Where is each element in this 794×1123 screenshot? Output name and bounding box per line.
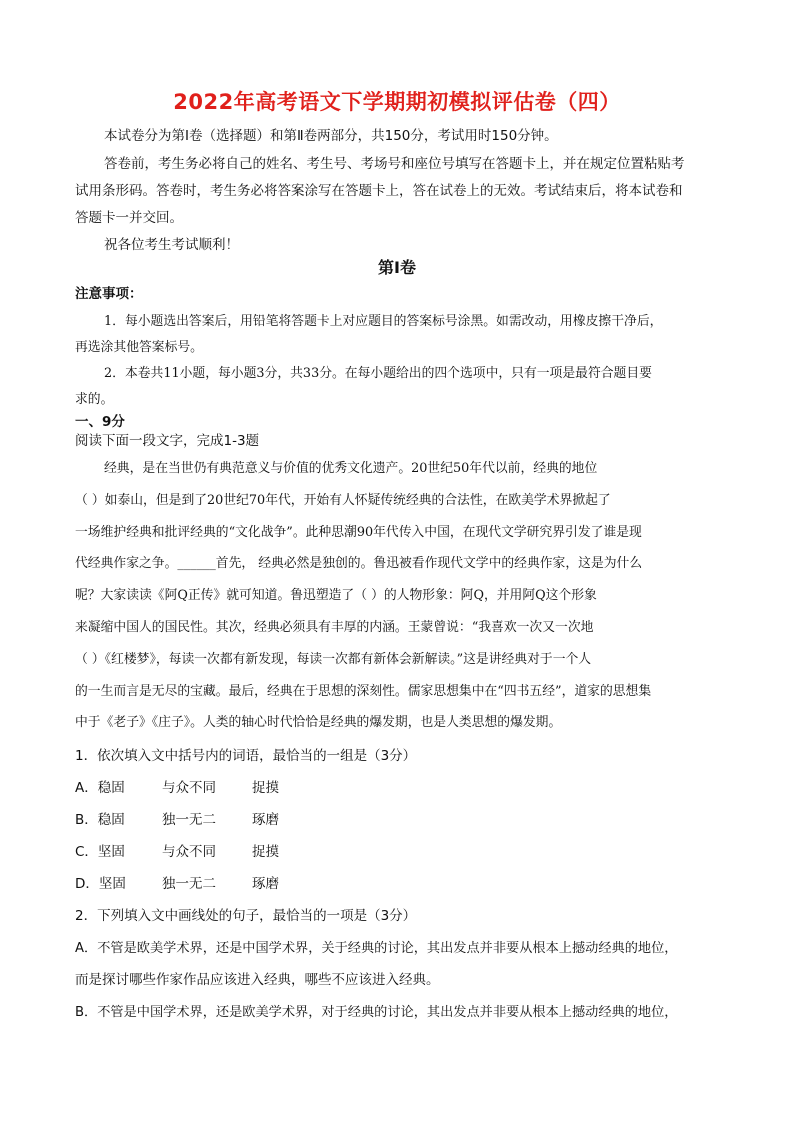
- question-2-stem: 2．下列填入文中画线处的句子，最恰当的一项是（3分）: [75, 908, 417, 924]
- notes-item-2a: 2．本卷共11小题，每小题3分，共33分。在每小题给出的四个选项中，只有一项是最符合题目要: [104, 366, 652, 381]
- passage-line-7: （ ）《红楼梦》，每读一次都有新发现，每读一次都有新体会新解读。”这是讲经典对于一个人: [75, 652, 592, 667]
- q1-option-a-word2: 与众不同: [162, 780, 216, 796]
- q1-option-d-word2: 独一无二: [162, 876, 216, 892]
- q2-option-a-line-1: A．不管是欧美学术界，还是中国学术界，关于经典的讨论，其出发点并非要从根本上撼动经典的地位，: [75, 941, 678, 956]
- q1-option-b-word2: 独一无二: [162, 812, 216, 828]
- intro-line-3: 试用条形码。答卷时，考生务必将答案涂写在答题卡上，答在试卷上的无效。考试结束后，将本试卷和: [75, 183, 683, 199]
- q1-option-b-label: B．稳固: [75, 812, 125, 828]
- q1-option-d-word3: 琢磨: [252, 876, 279, 892]
- intro-line-4: 答题卡一并交回。: [75, 210, 183, 226]
- notes-item-2b: 求的。: [75, 392, 114, 407]
- notes-item-1a: 1．每小题选出答案后，用铅笔将答题卡上对应题目的答案标号涂黑。如需改动，用橡皮擦干净后，: [104, 314, 663, 329]
- q2-option-b-line-1: B．不管是中国学术界，还是欧美学术界，对于经典的讨论，其出发点并非要从根本上撼动经典的地位，: [75, 1005, 678, 1020]
- section-heading: 第Ⅰ卷: [378, 258, 416, 277]
- q1-option-d-label: D．坚固: [75, 876, 126, 892]
- notes-item-1b: 再选涂其他答案标号。: [75, 340, 203, 355]
- q2-option-a-line-2: 而是探讨哪些作家作品应该进入经典，哪些不应该进入经典。: [75, 972, 440, 988]
- part1-heading: 一、9分: [75, 414, 125, 430]
- q1-option-a-word3: 捉摸: [252, 780, 279, 796]
- exam-title: 2022年高考语文下学期期初模拟评估卷（四）: [173, 90, 621, 114]
- passage-line-4: 代经典作家之争。______首先， 经典必然是独创的。鲁迅被看作现代文学中的经典作家，这是为什么: [75, 556, 643, 571]
- notes-heading: 注意事项：: [75, 286, 143, 302]
- passage-line-9: 中于《老子》《庄子》。人类的轴心时代恰恰是经典的爆发期，也是人类思想的爆发期。: [75, 715, 562, 730]
- q1-option-c-label: C．坚固: [75, 844, 125, 860]
- intro-line-5: 祝各位考生考试顺利！: [104, 237, 239, 253]
- passage-line-2: （ ）如泰山，但是到了20世纪70年代，开始有人怀疑传统经典的合法性，在欧美学术界掀起了: [75, 493, 611, 508]
- question-1-stem: 1．依次填入文中括号内的词语，最恰当的一组是（3分）: [75, 748, 417, 764]
- part1-instruction: 阅读下面一段文字，完成1-3题: [75, 433, 260, 449]
- passage-line-8: 的一生而言是无尽的宝藏。最后，经典在于思想的深刻性。儒家思想集中在“四书五经”，道家的思想集: [75, 684, 652, 699]
- passage-line-3: 一场维护经典和批评经典的“文化战争”。此种思潮90年代传入中国，在现代文学研究界引发了谁是现: [75, 525, 642, 540]
- passage-line-1: 经典，是在当世仍有典范意义与价值的优秀文化遗产。20世纪50年代以前，经典的地位: [104, 461, 598, 476]
- intro-line-2: 答卷前，考生务必将自己的姓名、考生号、考场号和座位号填写在答题卡上，并在规定位置粘贴考: [104, 156, 685, 172]
- passage-line-5: 呢？大家读读《阿Q正传》就可知道。鲁迅塑造了（ ）的人物形象：阿Q，并用阿Q这个形象: [75, 588, 597, 603]
- q1-option-c-word3: 捉摸: [252, 844, 279, 860]
- q1-option-c-word2: 与众不同: [162, 844, 216, 860]
- q1-option-b-word3: 琢磨: [252, 812, 279, 828]
- intro-line-1: 本试卷分为第Ⅰ卷（选择题）和第Ⅱ卷两部分，共150分，考试用时150分钟。: [104, 128, 558, 144]
- passage-line-6: 来凝缩中国人的国民性。其次，经典必须具有丰厚的内涵。王蒙曾说：“我喜欢一次又一次地: [75, 620, 594, 635]
- q1-option-a-label: A．稳固: [75, 780, 125, 796]
